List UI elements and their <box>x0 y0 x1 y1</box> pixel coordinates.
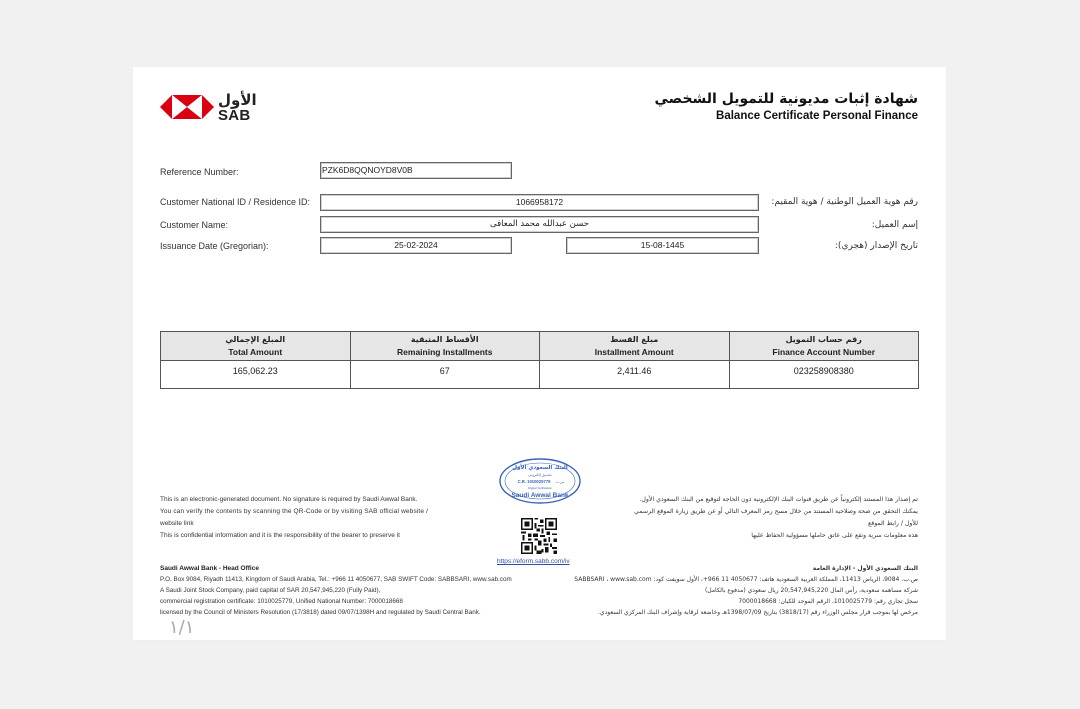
head-office-line-ar: سجل تجاري رقم: 1010025779، الرقم الموحد للكيان: 7000018668 <box>738 598 918 605</box>
note-line: website link <box>160 520 194 527</box>
notes-arabic <box>583 494 918 542</box>
issuance-date-label-arabic: تاريخ الإصدار (هجري): <box>834 241 918 251</box>
finance-summary-table <box>160 331 919 389</box>
note-line: This is an electronic-generated document. No signature is required by Saudi Awwal Bank. <box>160 496 418 503</box>
certificate-page <box>133 67 946 640</box>
svg-text:Digital Verification: Digital Verification <box>528 486 552 490</box>
head-office-line: commercial registration certificate: 1010025779, Unified National Number: 7000018668 <box>160 598 403 605</box>
cell-total-amount: 165,062.23 <box>161 361 351 389</box>
qr-code-icon[interactable] <box>521 518 557 554</box>
verification-link[interactable]: https://eform.sabb.com/iv <box>497 558 570 565</box>
svg-text:Saudi Awwal Bank: Saudi Awwal Bank <box>511 492 569 499</box>
head-office-line-ar: مرخص لها بموجب قرار مجلس الوزراء رقم (3818/17) بتاريخ 1398/07/09هـ وخاضعة لرقابة وإشراف البنك المركزي السعودي. <box>597 609 918 616</box>
national-id-label-arabic: رقم هوية العميل الوطنية / هوية المقيم: <box>771 197 918 207</box>
digital-verification-stamp-icon <box>498 457 582 505</box>
sab-logo <box>160 93 260 125</box>
head-office-line: licensed by the Council of Ministers Resolution (17/3818) dated 09/07/1398H and regulated by Saudi Central Bank. <box>160 609 481 616</box>
head-office-line-ar: شركة مساهمة سعودية، رأس المال 20,547,945,220 ريال سعودي (مدفوع بالكامل) <box>704 587 918 594</box>
page-number: ١/١ <box>169 617 195 638</box>
note-line: This is confidential information and it is the responsibility of the bearer to preserve it <box>160 532 400 539</box>
note-line-ar: للأول / رابط الموقع <box>868 520 918 527</box>
head-office-title-arabic: البنك السعودي الأول - الإدارة العامة <box>812 565 918 572</box>
header-total-amount: المبلغ الإجمالي Total Amount <box>161 332 351 361</box>
head-office-title: Saudi Awwal Bank - Head Office <box>160 565 259 572</box>
header-installment-amount: مبلغ القسط Installment Amount <box>540 332 730 361</box>
head-office-line: P.O. Box 9084, Riyadh 11413, Kingdom of Saudi Arabia, Tel.: +966 11 4050677, SAB SWIFT Code: SABBSARI, www.sab.com <box>160 576 512 583</box>
title-english: Balance Certificate Personal Finance <box>716 110 918 122</box>
reference-number-label: Reference Number: <box>160 167 239 177</box>
note-line-ar: تم إصدار هذا المستند إلكترونياً عن طريق قنوات البنك الإلكترونية دون الحاجة لتوقيع من البنك السعودي الأول. <box>639 496 918 503</box>
head-office-line: A Saudi Joint Stock Company, paid capital of SAR 20,547,945,220 (Fully Paid), <box>160 587 381 594</box>
cell-remaining-installments: 67 <box>350 361 540 389</box>
table-row <box>161 361 919 389</box>
table-header-row <box>161 332 919 361</box>
svg-text:البنك السعودي الأول: البنك السعودي الأول <box>512 465 568 471</box>
customer-name-value: حسن عبدالله محمد المعافى <box>320 216 759 233</box>
cell-finance-account-number: 023258908380 <box>729 361 919 389</box>
note-line-ar: هذه معلومات سرية وتقع على عاتق حاملها مسؤولية الحفاظ عليها <box>751 532 918 539</box>
head-office-arabic <box>548 563 918 618</box>
issuance-date-gregorian: 25-02-2024 <box>320 237 512 254</box>
note-line: You can verify the contents by scanning the QR-Code or by visiting SAB official website / <box>160 508 429 515</box>
header-finance-account-number: رقم حساب التمويل Finance Account Number <box>729 332 919 361</box>
logo-english-text: SAB <box>218 107 251 124</box>
note-line-ar: يمكنك التحقق من صحة وصلاحية المستند من خلال مسح رمز المعرف التالي أو عن طريق زيارة الموقع الرسمي <box>634 508 918 515</box>
customer-name-label-arabic: إسم العميل: <box>871 220 918 230</box>
customer-name-label: Customer Name: <box>160 220 229 230</box>
national-id-label: Customer National ID / Residence ID: <box>160 197 311 207</box>
notes-english <box>160 494 460 542</box>
issuance-date-label: Issuance Date (Gregorian): <box>160 241 269 251</box>
sab-hexagon-logo-icon <box>160 93 214 121</box>
header-remaining-installments: الأقساط المتبقية Remaining Installments <box>350 332 540 361</box>
head-office-line-ar: ص.ب. 9084، الرياض 11413، المملكة العربية السعودية هاتف: 4050677 11 966+، الأول سويفت كود: SABBSARI ، www.sab.com <box>574 576 918 583</box>
cell-installment-amount: 2,411.46 <box>540 361 730 389</box>
svg-text:C.R. 1010025779: C.R. 1010025779 <box>517 479 551 484</box>
issuance-date-hijri: 15-08-1445 <box>566 237 759 254</box>
title-arabic: شهادة إثبات مديونية للتمويل الشخصي <box>654 91 918 107</box>
logo-arabic-text: الأول <box>218 91 257 109</box>
svg-text:تصديق إلكتروني: تصديق إلكتروني <box>528 473 552 477</box>
svg-text:س.ت: س.ت <box>555 480 565 484</box>
head-office-english <box>160 563 560 618</box>
reference-number-value: PZK6D8QQNOYD8V0B <box>320 162 512 179</box>
national-id-value: 1066958172 <box>320 194 759 211</box>
